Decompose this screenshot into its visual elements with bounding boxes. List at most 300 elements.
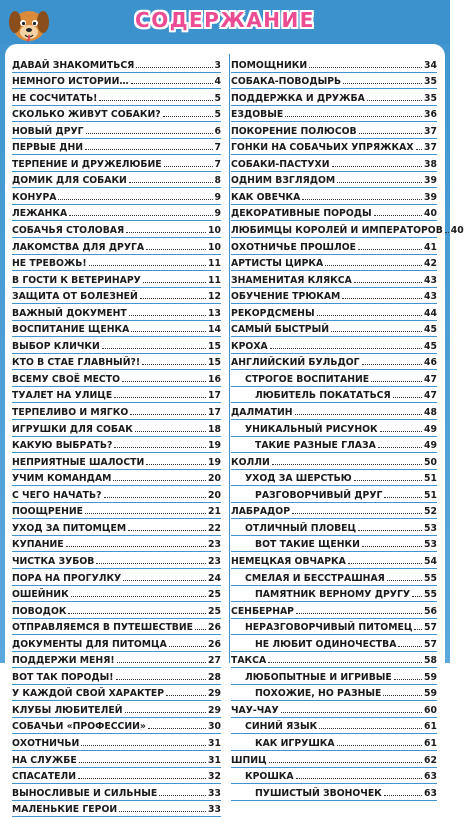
- dot-leader: [281, 712, 422, 713]
- dot-leader: [384, 497, 422, 498]
- toc-entry-title: КТО В СТАЕ ГЛАВНЫЙ?!: [12, 357, 141, 369]
- toc-entry-page: 6: [214, 125, 221, 137]
- toc-entry-page: 50: [424, 456, 437, 468]
- toc-entry[interactable]: [231, 139, 437, 156]
- toc-entry[interactable]: [12, 635, 221, 652]
- toc-entry-title: РАЗГОВОРЧИВЫЙ ДРУГ: [255, 489, 383, 501]
- toc-entry-title: ЛАБРАДОР: [231, 506, 291, 518]
- dot-leader: [128, 530, 206, 531]
- toc-entry[interactable]: [231, 652, 437, 669]
- toc-panel: [5, 44, 464, 816]
- toc-entry-title: В ГОСТИ К ВЕТЕРИНАРУ: [12, 274, 141, 286]
- dot-leader: [114, 397, 206, 398]
- dot-leader: [272, 464, 422, 465]
- dot-leader: [119, 811, 206, 812]
- toc-entry-title: ОТПРАВЛЯЕМСЯ В ПУТЕШЕСТВИЕ: [12, 622, 194, 634]
- toc-entry-title: КОНУРА: [12, 191, 57, 203]
- toc-entry[interactable]: [12, 106, 221, 123]
- dot-leader: [114, 447, 206, 448]
- toc-entry[interactable]: [12, 768, 221, 785]
- toc-entry[interactable]: [231, 453, 437, 470]
- toc-entry-page: 55: [424, 572, 437, 584]
- toc-entry-page: 20: [208, 473, 221, 485]
- toc-entry[interactable]: [12, 569, 221, 586]
- toc-entry[interactable]: [12, 370, 221, 387]
- toc-entry[interactable]: [12, 503, 221, 520]
- toc-entry-page: 39: [424, 191, 437, 203]
- toc-entry-title: ЛАКОМСТВА ДЛЯ ДРУГА: [12, 241, 145, 253]
- toc-entry-page: 5: [214, 92, 221, 104]
- dot-leader: [135, 431, 206, 432]
- dot-leader: [69, 215, 212, 216]
- toc-entry-title: ПОМОЩНИКИ: [231, 59, 308, 71]
- dot-leader: [102, 348, 206, 349]
- toc-entry-page: 9: [214, 191, 221, 203]
- toc-entry-page: 47: [424, 373, 437, 385]
- toc-entry-page: 63: [424, 787, 437, 799]
- toc-entry-page: 11: [208, 258, 221, 270]
- toc-entry[interactable]: [231, 255, 437, 272]
- toc-entry[interactable]: [12, 73, 221, 90]
- toc-entry-page: 33: [208, 804, 221, 816]
- toc-entry-title: ЛЮБОПЫТНЫЕ И ИГРИВЫЕ: [245, 671, 392, 683]
- toc-entry[interactable]: [231, 635, 437, 652]
- toc-entry-title: СКОЛЬКО ЖИВУТ СОБАКИ?: [12, 109, 161, 121]
- toc-entry-title: ЗНАМЕНИТАЯ КЛЯКСА: [231, 274, 352, 286]
- toc-entry-title: ВЫБОР КЛИЧКИ: [12, 340, 100, 352]
- dot-leader: [163, 116, 213, 117]
- toc-entry-page: 52: [424, 506, 437, 518]
- toc-entry-title: ВОСПИТАНИЕ ЩЕНКА: [12, 324, 130, 336]
- toc-entry-title: ОШЕЙНИК: [12, 589, 69, 601]
- dot-leader: [393, 397, 422, 398]
- toc-entry[interactable]: [231, 718, 437, 735]
- dot-leader: [195, 629, 206, 630]
- toc-entry-title: СМЕЛАЯ И БЕССТРАШНАЯ: [245, 572, 385, 584]
- toc-entry[interactable]: [12, 271, 221, 288]
- toc-entry[interactable]: [231, 734, 437, 751]
- toc-entry-page: 35: [424, 76, 437, 88]
- toc-entry-title: ЛЮБИМЦЫ КОРОЛЕЙ И ИМПЕРАТОРОВ: [231, 225, 443, 237]
- toc-entry[interactable]: [12, 255, 221, 272]
- dot-leader: [81, 745, 206, 746]
- toc-entry[interactable]: [12, 652, 221, 669]
- toc-entry-title: РЕКОРДСМЕНЫ: [231, 307, 315, 319]
- toc-entry[interactable]: [12, 205, 221, 222]
- toc-entry[interactable]: [12, 403, 221, 420]
- toc-entry[interactable]: [231, 586, 437, 603]
- toc-entry[interactable]: [231, 668, 437, 685]
- toc-entry[interactable]: [231, 354, 437, 371]
- toc-entry-title: НА СЛУЖБЕ: [12, 754, 77, 766]
- toc-entry-page: 40: [424, 208, 437, 220]
- dot-leader: [58, 199, 212, 200]
- toc-entry-title: СОБАКА-ПОВОДЫРЬ: [231, 76, 342, 88]
- toc-entry-page: 49: [424, 440, 437, 452]
- toc-entry[interactable]: [231, 437, 437, 454]
- toc-entry[interactable]: [231, 271, 437, 288]
- toc-entry-title: КУПАНИЕ: [12, 539, 64, 551]
- toc-entry-title: КЛУБЫ ЛЮБИТЕЛЕЙ: [12, 704, 123, 716]
- toc-entry-title: СПАСАТЕЛИ: [12, 771, 77, 783]
- toc-entry-page: 15: [208, 340, 221, 352]
- toc-entry[interactable]: [231, 503, 437, 520]
- toc-entry-title: АРТИСТЫ ЦИРКА: [231, 258, 324, 270]
- dot-leader: [362, 364, 422, 365]
- toc-entry[interactable]: [12, 536, 221, 553]
- toc-entry-page: 31: [208, 754, 221, 766]
- dot-leader: [342, 298, 422, 299]
- dot-leader: [414, 629, 422, 630]
- dot-leader: [270, 348, 422, 349]
- dot-leader: [79, 762, 206, 763]
- toc-entry-title: ЧАУ-ЧАУ: [231, 704, 279, 716]
- dot-leader: [85, 149, 212, 150]
- toc-entry-title: СОБАЧЬЯ СТОЛОВАЯ: [12, 225, 125, 237]
- toc-entry-title: НЕПРИЯТНЫЕ ШАЛОСТИ: [12, 456, 145, 468]
- dot-leader: [86, 133, 213, 134]
- dot-leader: [169, 646, 206, 647]
- toc-entry[interactable]: [231, 768, 437, 785]
- dot-leader: [129, 315, 206, 316]
- toc-entry-page: 25: [208, 589, 221, 601]
- toc-entry-page: 55: [424, 589, 437, 601]
- dot-leader: [146, 249, 206, 250]
- toc-entry-page: 44: [424, 307, 437, 319]
- toc-entry[interactable]: [231, 403, 437, 420]
- toc-entry-title: НЕРАЗГОВОРЧИВЫЙ ПИТОМЕЦ: [245, 622, 413, 634]
- toc-entry-title: ТАКИЕ РАЗНЫЕ ГЛАЗА: [255, 440, 376, 452]
- toc-entry-title: ПОКОРЕНИЕ ПОЛЮСОВ: [231, 125, 357, 137]
- toc-entry-title: СИНИЙ ЯЗЫК: [245, 721, 318, 733]
- toc-entry[interactable]: [12, 122, 221, 139]
- toc-entry[interactable]: [231, 602, 437, 619]
- dot-leader: [99, 100, 212, 101]
- toc-entry[interactable]: [231, 420, 437, 437]
- toc-entry-title: ДОКУМЕНТЫ ДЛЯ ПИТОМЦА: [12, 638, 167, 650]
- toc-entry-page: 16: [208, 373, 221, 385]
- toc-entry[interactable]: [12, 734, 221, 751]
- dot-leader: [143, 282, 206, 283]
- dot-leader: [358, 530, 422, 531]
- toc-entry-title: ДОМИК ДЛЯ СОБАКИ: [12, 175, 127, 187]
- toc-entry[interactable]: [231, 569, 437, 586]
- toc-entry[interactable]: [12, 801, 221, 817]
- toc-entry-title: ТЕРПЕЛИВО И МЯГКО: [12, 407, 129, 419]
- toc-entry-title: НЕ СОСЧИТАТЬ!: [12, 92, 98, 104]
- toc-entry[interactable]: [12, 337, 221, 354]
- toc-entry-page: 30: [208, 721, 221, 733]
- dot-leader: [146, 464, 206, 465]
- dot-leader: [354, 282, 422, 283]
- dot-leader: [412, 596, 422, 597]
- toc-entry[interactable]: [231, 519, 437, 536]
- toc-entry[interactable]: [12, 586, 221, 603]
- toc-entry[interactable]: [231, 73, 437, 90]
- toc-entry-title: СТРОГОЕ ВОСПИТАНИЕ: [245, 373, 370, 385]
- toc-entry-page: 56: [424, 605, 437, 617]
- toc-entry[interactable]: [12, 139, 221, 156]
- toc-entry-page: 51: [424, 473, 437, 485]
- title-banner: [0, 0, 450, 44]
- toc-entry[interactable]: [231, 619, 437, 636]
- dot-leader: [131, 83, 213, 84]
- toc-entry-page: 46: [424, 357, 437, 369]
- toc-entry-page: 32: [208, 771, 221, 783]
- toc-entry[interactable]: [12, 668, 221, 685]
- toc-entry-page: 25: [208, 605, 221, 617]
- toc-entry-title: ПОДДЕРЖКА И ДРУЖБА: [231, 92, 365, 104]
- toc-entry-title: ГОНКИ НА СОБАЧЬИХ УПРЯЖКАХ: [231, 142, 414, 154]
- toc-entry-title: ИГРУШКИ ДЛЯ СОБАК: [12, 423, 133, 435]
- toc-entry-page: 43: [424, 274, 437, 286]
- toc-entry[interactable]: [12, 89, 221, 106]
- toc-entry-title: ОДНИМ ВЗГЛЯДОМ: [231, 175, 336, 187]
- toc-entry-title: ЧИСТКА ЗУБОВ: [12, 555, 95, 567]
- toc-entry[interactable]: [12, 354, 221, 371]
- toc-entry-title: ТЕРПЕНИЕ И ДРУЖЕЛЮБИЕ: [12, 158, 162, 170]
- dot-leader: [309, 67, 422, 68]
- dot-leader: [380, 431, 422, 432]
- toc-entry-title: ОХОТНИЧЬЕ ПРОШЛОЕ: [231, 241, 357, 253]
- toc-entry-page: 26: [208, 622, 221, 634]
- toc-entry[interactable]: [12, 718, 221, 735]
- toc-entry[interactable]: [231, 337, 437, 354]
- toc-entry[interactable]: [12, 238, 221, 255]
- toc-entry-page: 42: [424, 258, 437, 270]
- toc-entry-page: 39: [424, 175, 437, 187]
- dot-leader: [122, 381, 206, 382]
- dot-leader: [337, 182, 422, 183]
- toc-entry-page: 31: [208, 737, 221, 749]
- toc-entry[interactable]: [231, 205, 437, 222]
- toc-entry-page: 34: [424, 59, 437, 71]
- toc-entry[interactable]: [12, 470, 221, 487]
- dot-leader: [343, 83, 422, 84]
- dot-leader: [302, 199, 422, 200]
- dot-leader: [398, 646, 422, 647]
- toc-entry-page: 63: [424, 771, 437, 783]
- toc-entry-page: 8: [214, 175, 221, 187]
- dot-leader: [384, 795, 422, 796]
- toc-column-left: [12, 56, 221, 817]
- dot-leader: [104, 497, 207, 498]
- toc-entry-title: ПУШИСТЫЙ ЗВОНОЧЕК: [255, 787, 382, 799]
- toc-entry[interactable]: [231, 751, 437, 768]
- toc-entry-page: 21: [208, 506, 221, 518]
- toc-entry-title: СОБАКИ-ПАСТУХИ: [231, 158, 330, 170]
- toc-entry[interactable]: [231, 387, 437, 404]
- toc-entry[interactable]: [231, 89, 437, 106]
- toc-entry-page: 7: [214, 142, 221, 154]
- toc-entry[interactable]: [12, 685, 221, 702]
- toc-entry-page: 45: [424, 324, 437, 336]
- toc-entry-title: ТАКСА: [231, 655, 267, 667]
- toc-entry[interactable]: [231, 784, 437, 801]
- toc-entry[interactable]: [12, 486, 221, 503]
- dot-leader: [383, 695, 422, 696]
- toc-entry-page: 53: [424, 539, 437, 551]
- toc-entry[interactable]: [12, 751, 221, 768]
- toc-entry-page: 47: [424, 390, 437, 402]
- toc-entry-title: КАК ОВЕЧКА: [231, 191, 301, 203]
- toc-entry-title: ДАВАЙ ЗНАКОМИТЬСЯ: [12, 59, 135, 71]
- toc-entry[interactable]: [231, 122, 437, 139]
- toc-entry[interactable]: [231, 106, 437, 123]
- toc-entry-page: 57: [424, 622, 437, 634]
- page-title: СОДЕРЖАНИЕ: [135, 8, 315, 32]
- toc-entry-page: 59: [424, 671, 437, 683]
- dot-leader: [140, 298, 206, 299]
- dot-leader: [166, 695, 206, 696]
- toc-entry-page: 37: [424, 142, 437, 154]
- dot-leader: [68, 613, 206, 614]
- toc-entry[interactable]: [231, 321, 437, 338]
- toc-entry-page: 17: [208, 390, 221, 402]
- dot-leader: [359, 133, 422, 134]
- toc-entry-page: 35: [424, 92, 437, 104]
- toc-entry-title: НЕМЕЦКАЯ ОВЧАРКА: [231, 555, 346, 567]
- toc-entry-title: ВОТ ТАК ПОРОДЫ!: [12, 671, 114, 683]
- toc-entry-title: УНИКАЛЬНЫЙ РИСУНОК: [245, 423, 378, 435]
- toc-entry[interactable]: [12, 387, 221, 404]
- toc-entry[interactable]: [231, 221, 464, 238]
- toc-entry-page: 13: [208, 307, 221, 319]
- toc-entry[interactable]: [12, 56, 221, 73]
- toc-entry[interactable]: [12, 701, 221, 718]
- dot-leader: [317, 315, 422, 316]
- toc-entry-page: 60: [424, 704, 437, 716]
- toc-entry-page: 12: [208, 291, 221, 303]
- dot-leader: [268, 662, 422, 663]
- toc-entry-page: 3: [214, 59, 221, 71]
- toc-entry-page: 37: [424, 125, 437, 137]
- toc-entry[interactable]: [12, 155, 221, 172]
- toc-entry-title: САМЫЙ БЫСТРЫЙ: [231, 324, 330, 336]
- toc-entry-title: ПОВОДОК: [12, 605, 67, 617]
- toc-entry[interactable]: [12, 304, 221, 321]
- toc-entry[interactable]: [12, 420, 221, 437]
- toc-entry[interactable]: [231, 486, 437, 503]
- toc-entry-title: НЕ ЛЮБИТ ОДИНОЧЕСТВА: [255, 638, 397, 650]
- toc-entry[interactable]: [231, 56, 437, 73]
- toc-entry[interactable]: [12, 172, 221, 189]
- toc-entry[interactable]: [12, 321, 221, 338]
- toc-entry-page: 9: [214, 208, 221, 220]
- toc-entry[interactable]: [12, 288, 221, 305]
- toc-entry-page: 45: [424, 340, 437, 352]
- toc-entry-title: ЗАЩИТА ОТ БОЛЕЗНЕЙ: [12, 291, 138, 303]
- dot-leader: [319, 728, 422, 729]
- toc-entry[interactable]: [12, 619, 221, 636]
- toc-entry-title: СЕНБЕРНАР: [231, 605, 294, 617]
- toc-entry[interactable]: [12, 437, 221, 454]
- toc-entry[interactable]: [231, 188, 437, 205]
- toc-entry-title: ШПИЦ: [231, 754, 267, 766]
- toc-entry[interactable]: [12, 221, 221, 238]
- dot-leader: [374, 215, 422, 216]
- toc-entry-page: 61: [424, 737, 437, 749]
- toc-entry[interactable]: [231, 370, 437, 387]
- dot-leader: [78, 778, 206, 779]
- toc-entry[interactable]: [12, 602, 221, 619]
- toc-entry-page: 23: [208, 555, 221, 567]
- toc-entry-title: УХОД ЗА ПИТОМЦЕМ: [12, 522, 127, 534]
- dot-leader: [66, 546, 206, 547]
- dot-leader: [117, 662, 206, 663]
- dot-leader: [148, 728, 206, 729]
- toc-entry[interactable]: [231, 536, 437, 553]
- toc-entry-page: 40: [450, 225, 464, 237]
- toc-entry[interactable]: [12, 188, 221, 205]
- toc-entry-title: ПОДДЕРЖИ МЕНЯ!: [12, 655, 115, 667]
- toc-entry-title: ПООЩРЕНИЕ: [12, 506, 83, 518]
- toc-entry-title: ОХОТНИЧЬИ: [12, 737, 80, 749]
- toc-entry-title: С ЧЕГО НАЧАТЬ?: [12, 489, 102, 501]
- toc-entry-page: 15: [208, 357, 221, 369]
- toc-entry-page: 49: [424, 423, 437, 435]
- toc-entry-title: ВЫНОСЛИВЫЕ И СИЛЬНЫЕ: [12, 787, 158, 799]
- toc-entry-title: ВСЕМУ СВОЁ МЕСТО: [12, 373, 120, 385]
- toc-entry[interactable]: [231, 238, 437, 255]
- toc-entry-title: ЛЕЖАНКА: [12, 208, 68, 220]
- toc-entry[interactable]: [12, 784, 221, 801]
- toc-entry-page: 38: [424, 158, 437, 170]
- toc-entry[interactable]: [12, 453, 221, 470]
- toc-entry[interactable]: [231, 470, 437, 487]
- toc-entry-page: 28: [208, 671, 221, 683]
- toc-entry[interactable]: [231, 552, 437, 569]
- dot-leader: [337, 745, 422, 746]
- dot-leader: [325, 265, 422, 266]
- toc-entry-page: 59: [424, 688, 437, 700]
- toc-entry-page: 7: [214, 158, 221, 170]
- toc-entry[interactable]: [231, 172, 437, 189]
- toc-entry-title: КАКУЮ ВЫБРАТЬ?: [12, 440, 113, 452]
- toc-entry-page: 43: [424, 291, 437, 303]
- toc-entry-page: 29: [208, 704, 221, 716]
- dot-leader: [416, 149, 423, 150]
- toc-entry-page: 62: [424, 754, 437, 766]
- toc-entry-title: ДЕКОРАТИВНЫЕ ПОРОДЫ: [231, 208, 372, 220]
- toc-entry-title: КАК ИГРУШКА: [255, 737, 335, 749]
- toc-entry[interactable]: [231, 288, 437, 305]
- dot-leader: [394, 679, 422, 680]
- dot-leader: [362, 546, 422, 547]
- toc-entry-title: УЧИМ КОМАНДАМ: [12, 473, 112, 485]
- toc-column-right: [231, 56, 464, 801]
- dot-leader: [285, 116, 422, 117]
- toc-entry-title: АНГЛИЙСКИЙ БУЛЬДОГ: [231, 357, 360, 369]
- column-divider: [229, 54, 230, 663]
- toc-entry[interactable]: [231, 701, 437, 718]
- toc-entry-page: 10: [208, 225, 221, 237]
- dot-leader: [378, 447, 422, 448]
- dot-leader: [358, 249, 422, 250]
- dot-leader: [295, 414, 423, 415]
- toc-entry[interactable]: [12, 552, 221, 569]
- dot-leader: [85, 513, 206, 514]
- dot-leader: [445, 232, 449, 233]
- toc-entry-title: ТУАЛЕТ НА УЛИЦЕ: [12, 390, 113, 402]
- toc-entry[interactable]: [231, 155, 437, 172]
- toc-entry[interactable]: [231, 304, 437, 321]
- toc-entry-page: 5: [214, 109, 221, 121]
- toc-entry[interactable]: [12, 519, 221, 536]
- toc-entry-title: У КАЖДОЙ СВОЙ ХАРАКТЕР: [12, 688, 165, 700]
- toc-entry-page: 53: [424, 522, 437, 534]
- toc-entry[interactable]: [231, 685, 437, 702]
